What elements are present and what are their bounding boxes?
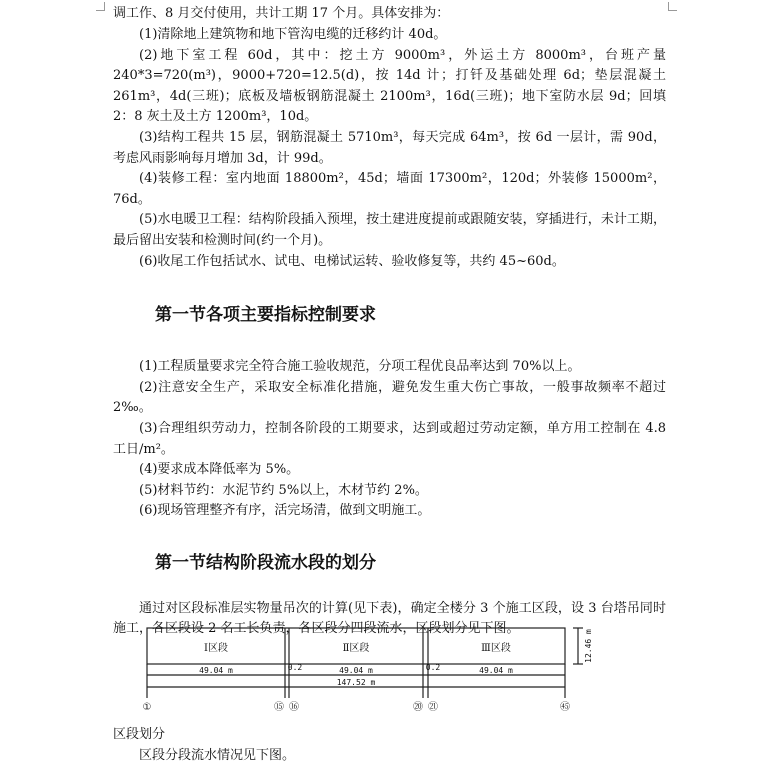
intro-item-3: (3)结构工程共 15 层，钢筋混凝土 5710m³，每天完成 64m³，按 6d 一层计，需 90d，考虑风雨影响每月增加 3d，计 99d。 — [113, 129, 666, 166]
intro-item-2: (2)地下室工程 60d，其中：挖土方 9000m³，外运土方 8000m³，台班产量 240*3=720(m³)，9000+720=12.5(d)，按 14d 计；打钎及基础处理 6d；垫层混凝土 261m³，4d(三班)；底板及墙板钢筋混凝土 2100m³，16d(三班)；地下室防水层 9d；回填 2：8 灰土及土方 1200m³，10d。 — [113, 47, 666, 125]
total-length: 147.52 m — [336, 678, 376, 687]
intro-line: 调工作、8 月交付使用，共计工期 17 个月。具体安排为： — [113, 6, 450, 21]
segment-length-2: 49.04 m — [339, 666, 373, 675]
figure-caption: 区段划分 — [113, 727, 166, 742]
zone-division-diagram — [113, 620, 613, 720]
gap-label-2: 0.2 — [425, 663, 441, 672]
indicator-item-1: (1)工程质量要求完全符合施工验收规范，分项工程优良品率达到 70%以上。 — [139, 359, 581, 375]
intro-item-1: (1)清除地上建筑物和地下管沟电缆的迁移约计 40d。 — [139, 27, 447, 42]
axis-mark-16: ⑯ — [289, 702, 299, 713]
zone-label-3: Ⅲ区段 — [481, 643, 511, 654]
document-page — [113, 0, 666, 640]
section-heading-indicators: 第一节各项主要指标控制要求 — [155, 305, 376, 326]
axis-mark-15: ⑮ — [274, 702, 284, 713]
segment-length-3: 49.04 m — [479, 666, 513, 675]
section-heading-flow: 第一节结构阶段流水段的划分 — [155, 552, 376, 573]
indicator-item-6: (6)现场管理整齐有序，活完场清，做到文明施工。 — [139, 503, 431, 519]
intro-item-4: (4)装修工程：室内地面 18800m²，45d；墙面 17300m²，120d；外装修 15000m²，76d。 — [113, 171, 666, 207]
page-corner-mark-left — [96, 2, 105, 11]
axis-mark-21: ㉑ — [428, 702, 438, 713]
axis-mark-45: ㊺ — [560, 702, 570, 713]
gap-label-1: 0.2 — [287, 663, 303, 672]
indicator-item-4: (4)要求成本降低率为 5%。 — [139, 462, 300, 478]
zone-label-1: Ⅰ区段 — [204, 643, 228, 654]
axis-mark-20: ⑳ — [413, 702, 423, 713]
segment-length-1: 49.04 m — [199, 666, 233, 675]
height-label: 12.46 m — [584, 629, 593, 663]
zone-label-2: Ⅱ区段 — [342, 643, 370, 654]
intro-item-5: (5)水电暖卫工程：结构阶段插入预埋，按土建进度提前或跟随安装，穿插进行，未计工期，最后留出安装和检测时间(约一个月)。 — [113, 212, 666, 248]
page-corner-mark-right — [668, 2, 677, 11]
indicator-item-2: (2)注意安全生产，采取安全标准化措施，避免发生重大伤亡事故，一般事故频率不超过 2‰。 — [113, 379, 666, 416]
figure-followup-text: 区段分段流水情况见下图。 — [139, 748, 296, 763]
indicator-item-3: (3)合理组织劳动力，控制各阶段的工期要求，达到或超过劳动定额，单方用工控制在 4.8 工日/m²。 — [113, 420, 666, 457]
intro-item-6: (6)收尾工作包括试水、试电、电梯试运转、验收修复等，共约 45~60d。 — [139, 253, 565, 269]
indicator-item-5: (5)材料节约：水泥节约 5%以上，木材节约 2%。 — [139, 482, 428, 498]
axis-mark-1: ① — [142, 702, 152, 713]
flow-paragraph: 通过对区段标准层实物量吊次的计算(见下表)，确定全楼分 3 个施工区段，设 3 台塔吊同时施工，各区段设 2 名工长负责，各区段分四段流水，区段划分见下图。 — [113, 600, 666, 637]
